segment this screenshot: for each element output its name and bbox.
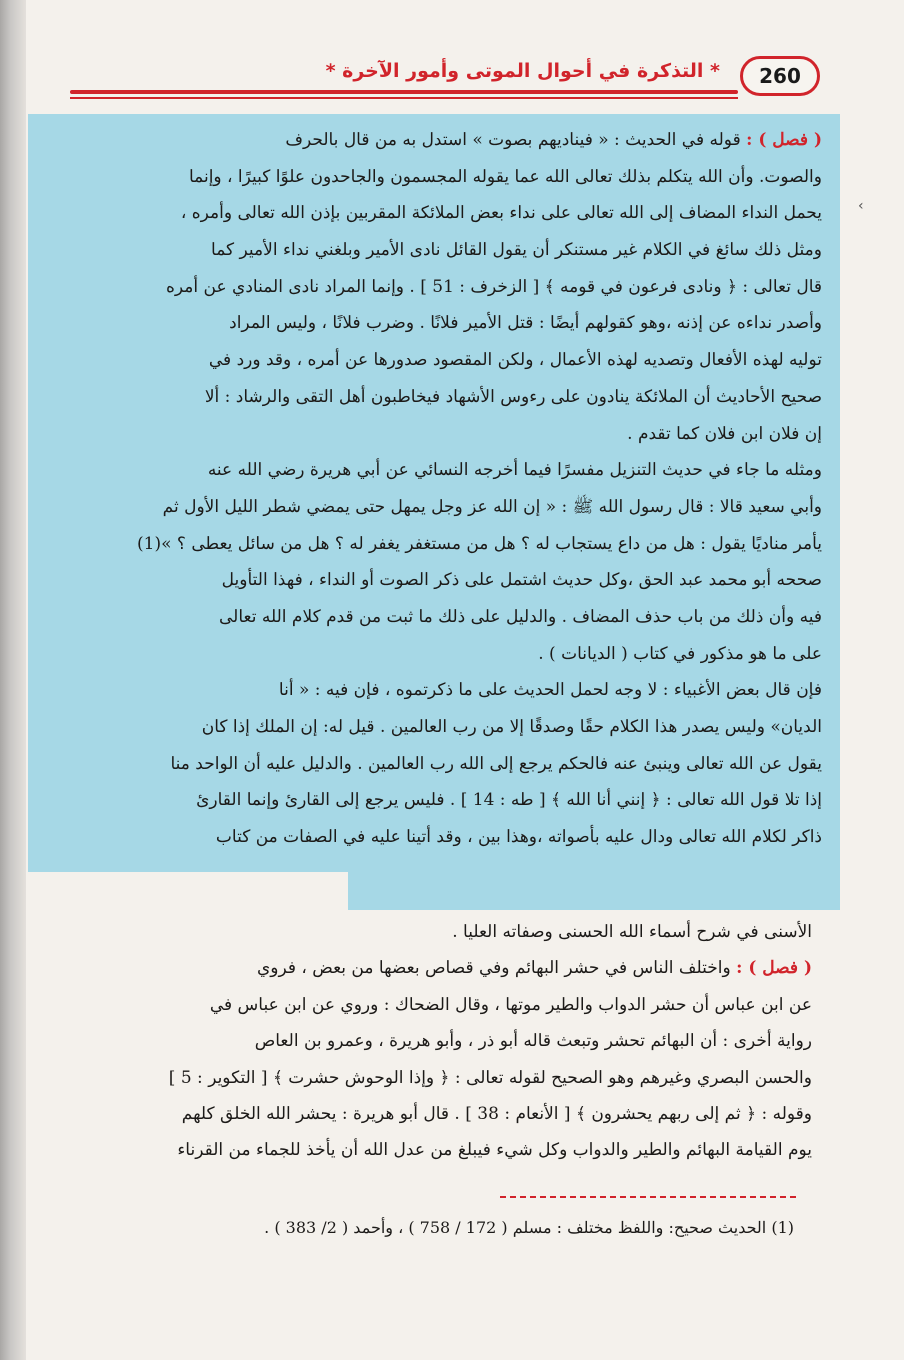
text-line — [38, 782, 822, 819]
line-text: رواية أخرى : أن البهائم تحشر وتبعث قاله أبو ذر ، وأبو هريرة ، وعمرو بن العاص — [254, 1031, 812, 1052]
text-line — [38, 159, 822, 196]
section-marker: ( فصل ) : — [736, 958, 812, 979]
line-text: الديان» وليس يصدر هذا الكلام حقًا وصدقًا إلا من رب العالمين . قيل له: إن الملك إذا كان — [201, 717, 822, 737]
line-text: والصوت. وأن الله يتكلم بذلك تعالى الله عما يقوله المجسمون والجاحدون علوًا كبيرًا ، وإنما — [188, 166, 822, 187]
line-text: قال تعالى : ﴿ ونادى فرعون في قومه ﴾ [ الزخرف : 51 ] . وإنما المراد نادى المنادي عن أمره — [166, 276, 822, 297]
text-line — [38, 122, 822, 159]
body-paragraphs — [38, 914, 812, 1169]
text-line — [38, 1023, 812, 1059]
highlighted-paragraphs[interactable] — [38, 122, 822, 856]
text-line — [38, 599, 822, 636]
line-text: وأصدر نداءه عن إذنه ،وهو كقولهم أيضًا : قتل الأمير فلانًا . وضرب فلانًا ، وليس المراد — [229, 313, 822, 334]
line-text: فإن قال بعض الأغبياء : لا وجه لحمل الحديث على ما ذكرتموه ، فإن فيه : « أنا — [278, 680, 822, 701]
section-marker: ( فصل ) : — [746, 130, 822, 150]
line-text: ومثله ما جاء في حديث التنزيل مفسرًا فيما أخرجه النسائي عن أبي هريرة رضي الله عنه — [207, 460, 822, 481]
header-rule — [70, 90, 738, 94]
text-line — [38, 489, 822, 526]
text-line — [38, 1060, 812, 1096]
text-line — [38, 914, 812, 950]
text-line — [38, 819, 822, 856]
page-number: 260 — [740, 56, 820, 96]
line-text: يقول عن الله تعالى وينبئ عنه فالحكم يرجع إلى الله رب العالمين . والدليل عليه أن الواحد منا — [170, 753, 822, 774]
text-line — [38, 672, 822, 709]
running-title: * التذكرة في أحوال الموتى وأمور الآخرة * — [325, 60, 720, 82]
line-text: إذا تلا قول الله تعالى : ﴿ إنني أنا الله ﴾ [ طه : 14 ] . فليس يرجع إلى القارئ وإنما القارئ — [196, 790, 822, 811]
text-line — [38, 746, 822, 783]
text-line — [38, 526, 822, 563]
line-text: توليه لهذه الأفعال وتصديه لهذه الأعمال ، ولكن المقصود صدورها عن أمره ، وقد ورد في — [208, 350, 822, 371]
line-text: يحمل النداء المضاف إلى الله تعالى على نداء بعض الملائكة المقربين بإذن الله تعالى وأمره ، — [180, 203, 822, 224]
line-text: والحسن البصري وغيرهم وهو الصحيح لقوله تعالى : ﴿ وإذا الوحوش حشرت ﴾ [ التكوير : 5 ] — [168, 1067, 812, 1088]
text-line — [38, 987, 812, 1023]
line-text: على ما هو مذكور في كتاب ( الديانات ) . — [538, 643, 822, 664]
text-line — [38, 950, 812, 986]
text-line — [38, 709, 822, 746]
line-text: ومثل ذلك سائغ في الكلام غير مستنكر أن يقول القائل نادى الأمير وبلغني نداء الأمير كما — [211, 240, 822, 261]
line-text: ذاكر لكلام الله تعالى ودال عليه بأصواته ،وهذا بين ، وقد أتينا عليه في الصفات من كتاب — [215, 827, 822, 848]
text-line — [38, 269, 822, 306]
footnote: (1) الحديث صحيح: واللفظ مختلف : مسلم ( 172 / 758 ) ، وأحمد ( 2/ 383 ) . — [264, 1218, 794, 1237]
line-text: يأمر مناديًا يقول : هل من داع يستجاب له ؟ هل من مستغفر يغفر له ؟ هل من سائل يعطى ؟ »(1) — [137, 533, 822, 554]
text-line — [38, 636, 822, 673]
text-line — [38, 195, 822, 232]
line-text: قوله في الحديث : « فيناديهم بصوت » استدل به من قال بالحرف — [285, 130, 747, 150]
line-text: وأبي سعيد قالا : قال رسول الله ﷺ : « إن الله عز وجل يمهل حتى يمضي شطر الليل الأول ثم — [162, 496, 822, 517]
line-text: يوم القيامة البهائم والطير والدواب وكل شيء فيبلغ من عدل الله أن يأخذ للجماء من القرناء — [177, 1140, 812, 1161]
line-text: وقوله : ﴿ ثم إلى ربهم يحشرون ﴾ [ الأنعام : 38 ] . قال أبو هريرة : يحشر الله الخلق كلهم — [181, 1103, 812, 1124]
text-line — [38, 452, 822, 489]
line-text: واختلف الناس في حشر البهائم وفي قصاص بعضها من بعض ، فروي — [256, 958, 737, 979]
header-rule-thin — [70, 97, 738, 99]
text-line — [38, 416, 822, 453]
text-line — [38, 342, 822, 379]
margin-mark: ‹ — [858, 198, 864, 214]
text-line — [38, 562, 822, 599]
page-header — [40, 52, 820, 102]
text-line — [38, 1132, 812, 1168]
book-spine-shadow — [0, 0, 26, 1360]
line-text: صححه أبو محمد عبد الحق ،وكل حديث اشتمل على ذكر الصوت أو النداء ، فهذا التأويل — [221, 570, 822, 591]
line-text: عن ابن عباس أن حشر الدواب والطير موتها ، وقال الضحاك : وروي عن ابن عباس في — [209, 994, 812, 1015]
footnote-separator — [500, 1196, 796, 1198]
line-text: إن فلان ابن فلان كما تقدم . — [627, 423, 822, 444]
line-text: الأسنى في شرح أسماء الله الحسنى وصفاته العليا . — [452, 922, 812, 942]
text-line — [38, 232, 822, 269]
line-text: فيه وأن ذلك من باب حذف المضاف . والدليل على ذلك ما ثبت من قدم كلام الله تعالى — [219, 606, 822, 627]
line-text: صحيح الأحاديث أن الملائكة ينادون على رءوس الأشهاد فيخاطبون أهل التقى والرشاد : ألا — [204, 386, 822, 407]
highlight-notch — [28, 872, 348, 912]
text-line — [38, 305, 822, 342]
text-line — [38, 379, 822, 416]
text-line — [38, 1096, 812, 1132]
